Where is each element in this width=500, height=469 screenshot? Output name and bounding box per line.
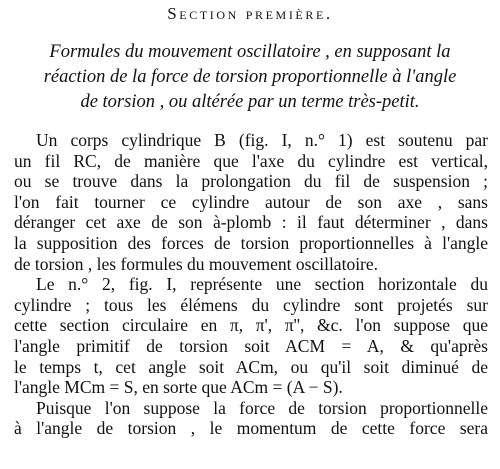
paragraph-1-line: de torsion , les formules du mouvement oscillatoire.	[14, 253, 379, 274]
paragraph-3-line: à l'angle de torsion , le momentum de cette force sera	[14, 418, 488, 439]
paragraph-1-line: un fil RC, de manière que l'axe du cylindre est vertical,	[14, 150, 488, 171]
paragraph-1-line: la supposition des forces de torsion proportionnelles à l'angle	[14, 232, 488, 253]
section-subtitle	[0, 40, 500, 115]
subtitle-line: réaction de la force de torsion proportionnelle à l'angle	[43, 67, 457, 87]
paragraph-2-line: cette section circulaire en π, π', π'', &c. l'on suppose que	[14, 315, 488, 336]
subtitle-line: Formules du mouvement oscillatoire , en supposant la	[49, 42, 451, 62]
paragraph-2-line: Le n.° 2, fig. I, représente une section horizontale du	[36, 274, 488, 295]
paragraph-1-line: l'on fait tourner ce cylindre autour de son axe , sans	[14, 191, 488, 212]
section-title: Section première.	[167, 4, 333, 23]
paragraph-3-line: Puisque l'on suppose la force de torsion proportionnelle	[36, 397, 488, 418]
paragraph-2-line: cylindre ; tous les élémens du cylindre sont projetés sur	[14, 294, 488, 315]
paragraph-1-line: ou se trouve dans la prolongation du fil de suspension ;	[14, 171, 488, 192]
body-text	[14, 130, 488, 439]
paragraph-1-line: déranger cet axe de son à-plomb : il faut déterminer , dans	[14, 212, 488, 233]
paragraph-2-line: le temps t, cet angle soit ACm, ou qu'il soit diminué de	[14, 356, 488, 377]
subtitle-line: de torsion , ou altérée par un terme très-petit.	[80, 92, 420, 112]
paragraph-2-line: l'angle primitif de torsion soit ACM = A, & qu'après	[14, 335, 488, 356]
paragraph-2-line: l'angle MCm = S, en sorte que ACm = (A − S).	[14, 377, 343, 398]
paragraph-1-line: Un corps cylindrique B (fig. I, n.° 1) est soutenu par	[36, 130, 488, 150]
